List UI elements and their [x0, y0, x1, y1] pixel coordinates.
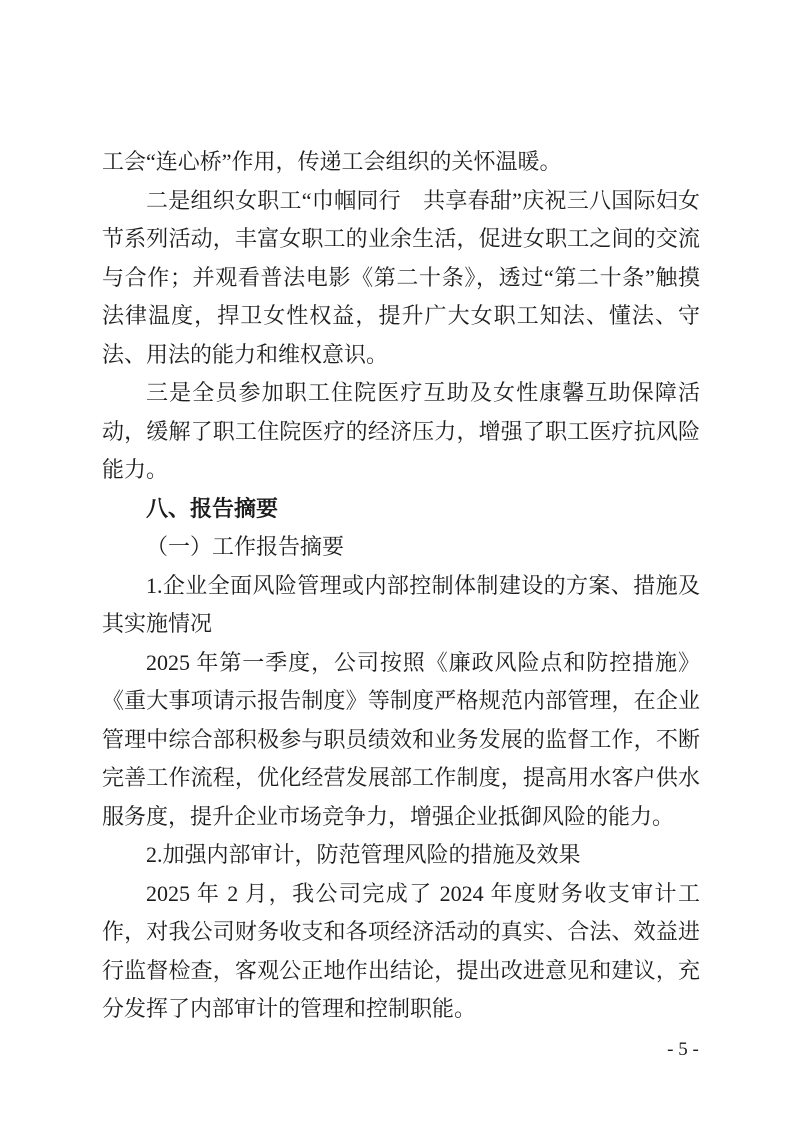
section-heading: 八、报告摘要 — [146, 495, 279, 521]
paragraph: 2.加强内部审计，防范管理风险的措施及效果 — [146, 842, 581, 867]
paragraph: 二是组织女职工“巾帼同行 共享春甜”庆祝三八国际妇女节系列活动，丰富女职工的业余生活，促进女职工之间的交流与合作；并观看普法电影《第二十条》，透过“第二十条”触摸法律温度，捍卫女性权益，提升广大女职工知法、懂法、守法、用法的能力和维权意识。 — [102, 187, 700, 367]
paragraph: 2025 年 2 月，我公司完成了 2024 年度财务收支审计工作，对我公司财务收支和各项经济活动的真实、合法、效益进行监督检查，客观公正地作出结论，提出改进意见和建议，充分发挥了内部审计的管理和控制职能。 — [102, 880, 700, 1021]
paragraph-continuation: 工会“连心桥”作用，传递工会组织的关怀温暖。 — [102, 149, 562, 174]
paragraph: 1.企业全面风险管理或内部控制体制建设的方案、措施及其实施情况 — [102, 572, 700, 636]
document-body — [102, 143, 700, 1029]
paragraph: 2025 年第一季度，公司按照《廉政风险点和防控措施》《重大事项请示报告制度》等制度严格规范内部管理，在企业管理中综合部积极参与职员绩效和业务发展的监督工作，不断完善工作流程，优化经营发展部工作制度，提高用水客户供水服务度，提升企业市场竞争力，增强企业抵御风险的能力。 — [102, 649, 700, 829]
subsection-heading: （一）工作报告摘要 — [146, 534, 345, 559]
paragraph: 三是全员参加职工住院医疗互助及女性康馨互助保障活动，缓解了职工住院医疗的经济压力，增强了职工医疗抗风险能力。 — [102, 380, 700, 482]
page-number: - 5 - — [667, 1039, 699, 1060]
